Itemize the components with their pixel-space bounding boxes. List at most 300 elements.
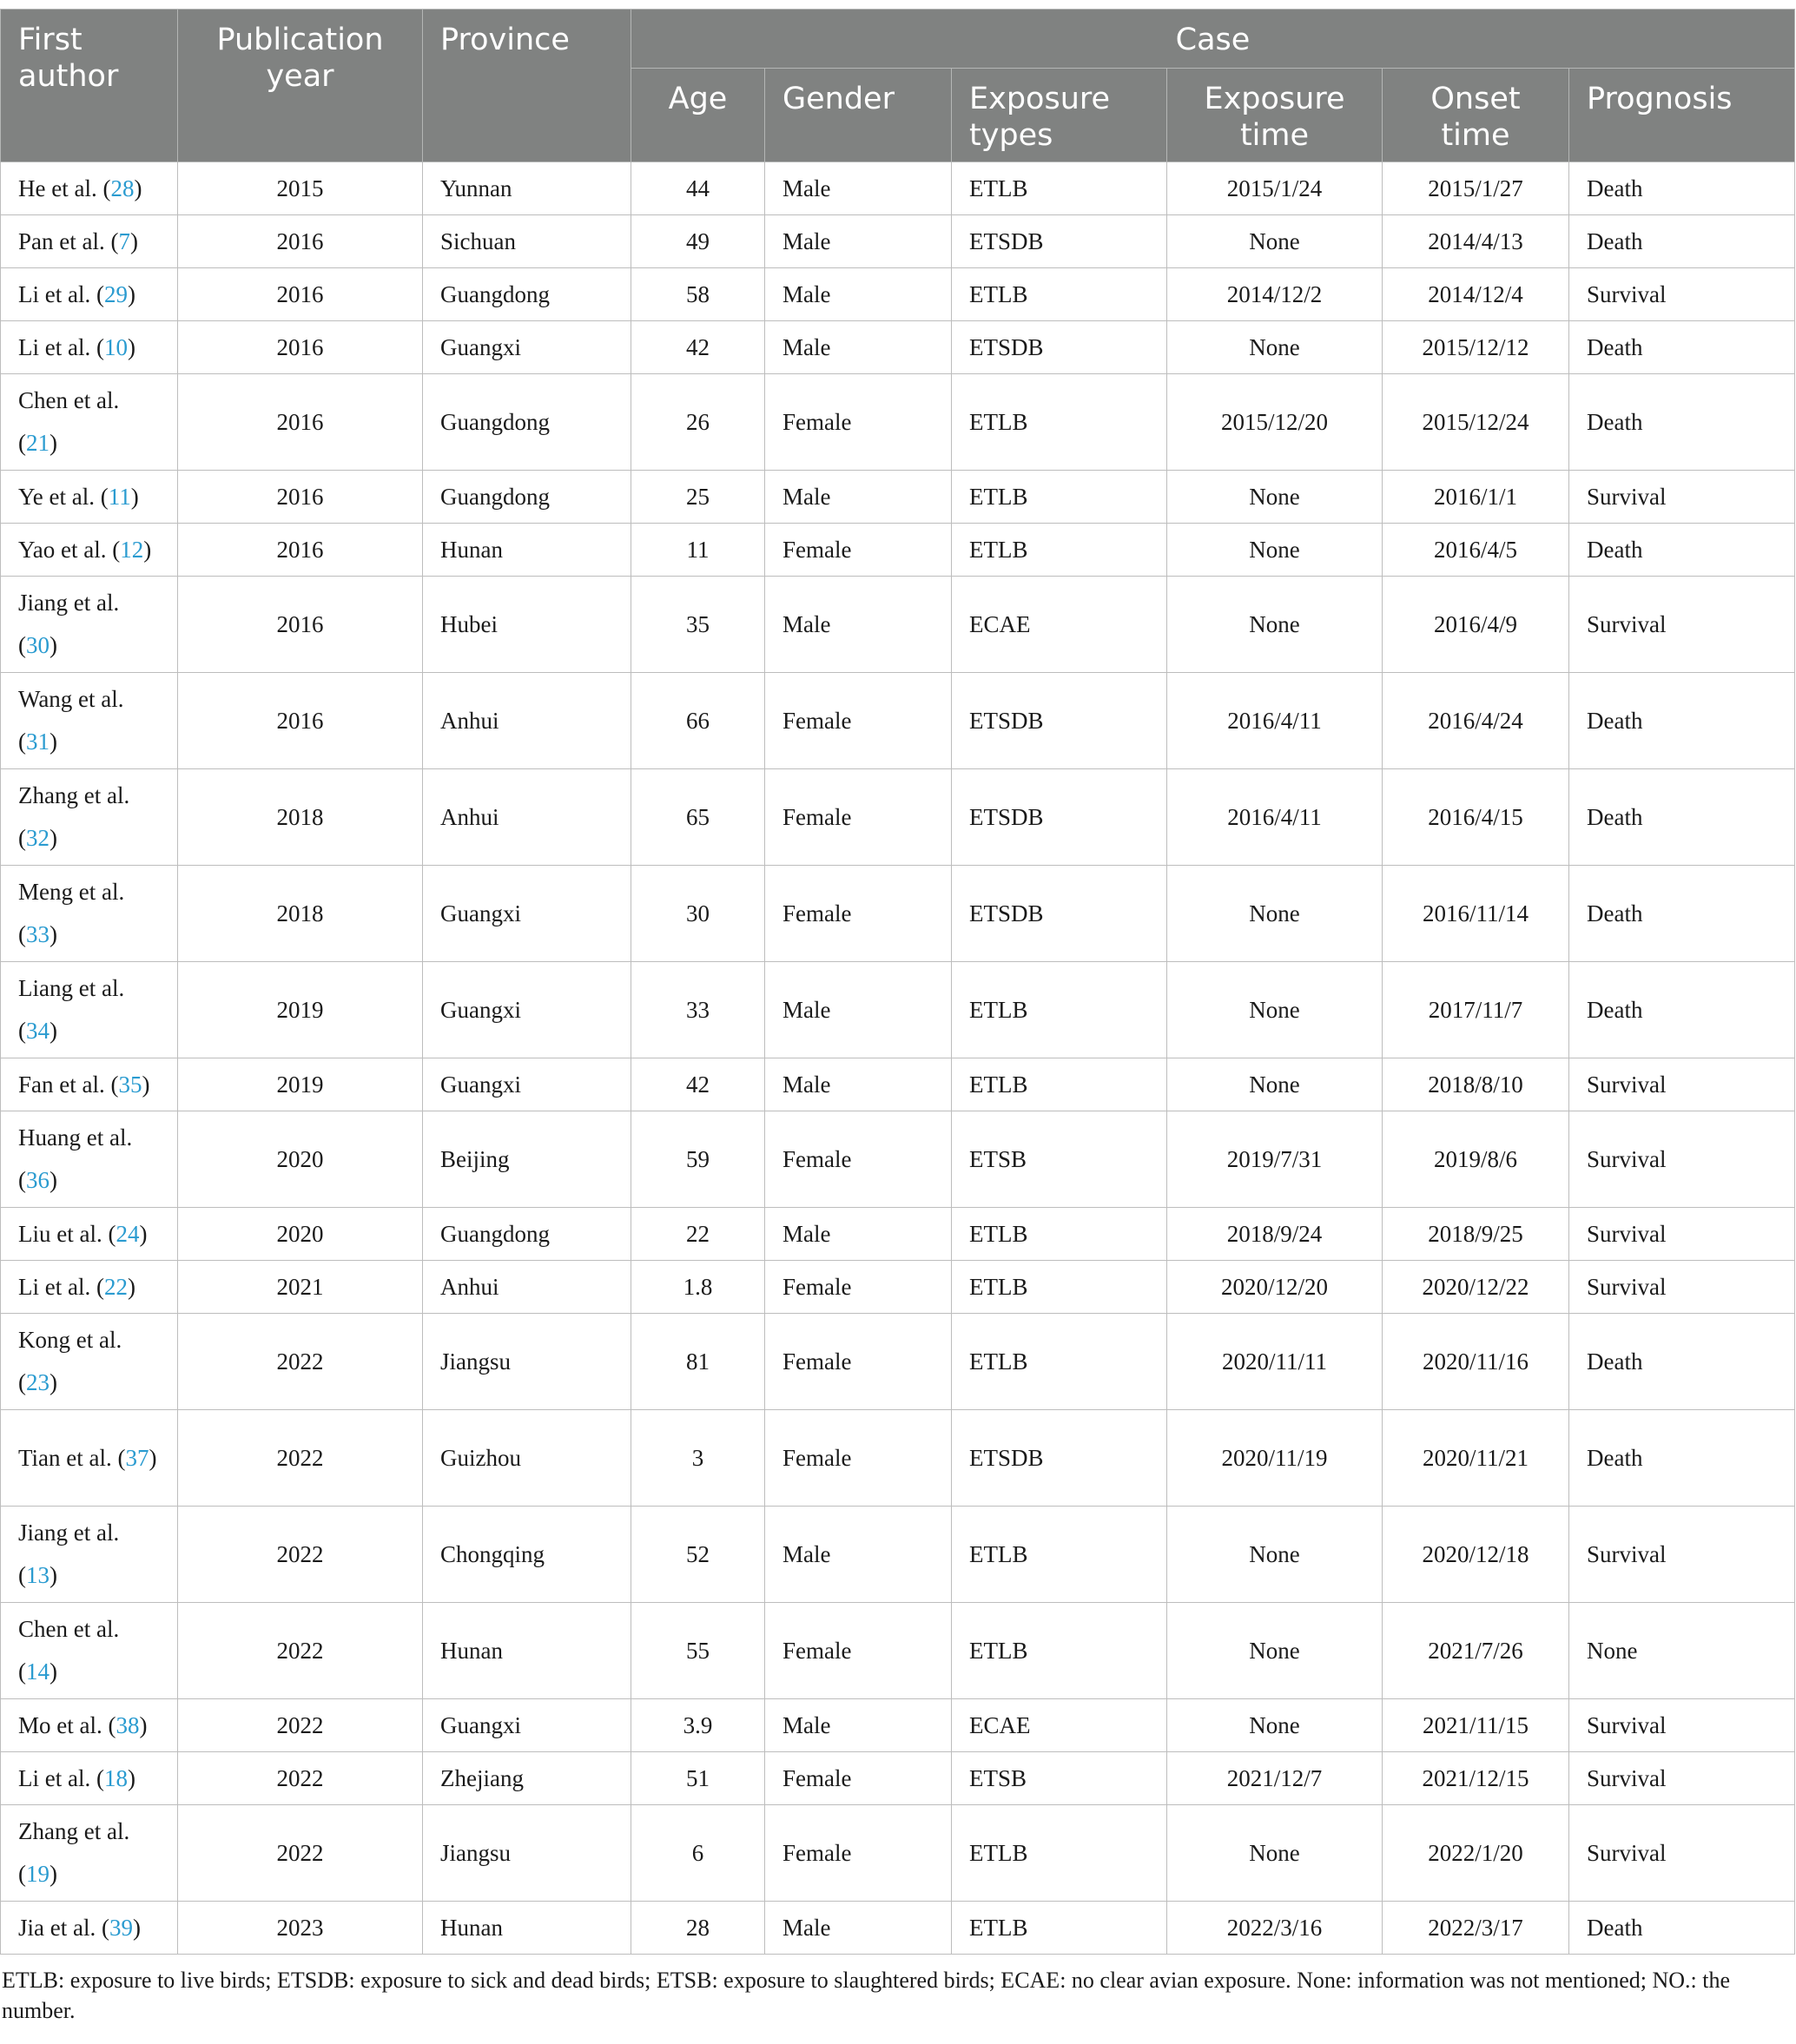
onset-time-cell: 2020/11/21 xyxy=(1383,1410,1569,1507)
author-close-paren: ) xyxy=(50,921,57,947)
author-close-paren: ) xyxy=(50,632,57,658)
exposure-time-cell: None xyxy=(1167,321,1383,374)
author-name: Wang et al. ( xyxy=(18,686,124,755)
header-first-author: First author xyxy=(1,10,178,162)
table-container xyxy=(0,9,1796,2026)
prognosis-cell: Survival xyxy=(1569,1261,1795,1314)
author-close-paren: ) xyxy=(50,1167,57,1193)
table-row xyxy=(1,1805,1795,1902)
gender-cell: Male xyxy=(765,268,952,321)
gender-cell: Female xyxy=(765,1314,952,1410)
reference-link[interactable]: 36 xyxy=(26,1167,50,1193)
exposure-time-cell: 2016/4/11 xyxy=(1167,673,1383,769)
exposure-type-cell: ETLB xyxy=(952,1058,1167,1111)
province-cell: Hunan xyxy=(423,1902,631,1955)
gender-cell: Male xyxy=(765,577,952,673)
table-row xyxy=(1,524,1795,577)
exposure-time-cell: 2016/4/11 xyxy=(1167,769,1383,866)
author-name: Liu et al. ( xyxy=(18,1220,116,1247)
table-row xyxy=(1,577,1795,673)
author-close-paren: ) xyxy=(143,536,152,563)
province-cell: Anhui xyxy=(423,673,631,769)
publication-year-cell: 2022 xyxy=(178,1699,423,1752)
reference-link[interactable]: 18 xyxy=(103,1764,128,1791)
publication-year-cell: 2016 xyxy=(178,215,423,268)
onset-time-cell: 2017/11/7 xyxy=(1383,962,1569,1058)
publication-year-cell: 2016 xyxy=(178,471,423,524)
onset-time-cell: 2021/11/15 xyxy=(1383,1699,1569,1752)
province-cell: Hunan xyxy=(423,524,631,577)
header-gender: Gender xyxy=(765,69,952,162)
first-author-cell xyxy=(1,866,178,962)
publication-year-cell: 2020 xyxy=(178,1208,423,1261)
exposure-type-cell: ETLB xyxy=(952,1208,1167,1261)
publication-year-cell: 2016 xyxy=(178,321,423,374)
province-cell: Guangxi xyxy=(423,866,631,962)
age-cell: 6 xyxy=(631,1805,765,1902)
first-author-cell xyxy=(1,162,178,215)
author-close-paren: ) xyxy=(127,280,135,307)
onset-time-cell: 2015/12/12 xyxy=(1383,321,1569,374)
publication-year-cell: 2016 xyxy=(178,524,423,577)
onset-time-cell: 2018/8/10 xyxy=(1383,1058,1569,1111)
province-cell: Yunnan xyxy=(423,162,631,215)
table-header xyxy=(1,10,1795,162)
exposure-time-cell: None xyxy=(1167,215,1383,268)
gender-cell: Female xyxy=(765,1805,952,1902)
author-close-paren: ) xyxy=(50,1369,57,1395)
gender-cell: Female xyxy=(765,1410,952,1507)
header-exposure-types: Exposure types xyxy=(952,69,1167,162)
table-row xyxy=(1,1208,1795,1261)
gender-cell: Female xyxy=(765,524,952,577)
onset-time-cell: 2020/11/16 xyxy=(1383,1314,1569,1410)
gender-cell: Male xyxy=(765,1058,952,1111)
province-cell: Guangdong xyxy=(423,471,631,524)
prognosis-cell: Survival xyxy=(1569,1752,1795,1805)
reference-link[interactable]: 14 xyxy=(26,1658,50,1685)
first-author-cell xyxy=(1,577,178,673)
gender-cell: Male xyxy=(765,162,952,215)
case-table xyxy=(0,9,1795,1955)
table-row xyxy=(1,321,1795,374)
prognosis-cell: Survival xyxy=(1569,1699,1795,1752)
onset-time-cell: 2018/9/25 xyxy=(1383,1208,1569,1261)
author-close-paren: ) xyxy=(139,1711,148,1738)
onset-time-cell: 2020/12/18 xyxy=(1383,1507,1569,1603)
author-name: He et al. ( xyxy=(18,175,111,201)
province-cell: Guangxi xyxy=(423,1058,631,1111)
exposure-time-cell: 2020/12/20 xyxy=(1167,1261,1383,1314)
author-close-paren: ) xyxy=(50,729,57,755)
reference-link[interactable]: 34 xyxy=(26,1018,50,1044)
onset-time-cell: 2021/7/26 xyxy=(1383,1603,1569,1699)
reference-link[interactable]: 31 xyxy=(26,729,50,755)
table-row xyxy=(1,268,1795,321)
exposure-type-cell: ETSDB xyxy=(952,215,1167,268)
age-cell: 51 xyxy=(631,1752,765,1805)
exposure-time-cell: None xyxy=(1167,1603,1383,1699)
province-cell: Anhui xyxy=(423,769,631,866)
exposure-type-cell: ETSB xyxy=(952,1752,1167,1805)
reference-link[interactable]: 24 xyxy=(116,1220,140,1247)
exposure-time-cell: 2015/1/24 xyxy=(1167,162,1383,215)
exposure-time-cell: None xyxy=(1167,471,1383,524)
author-name: Pan et al. ( xyxy=(18,227,119,254)
onset-time-cell: 2022/3/17 xyxy=(1383,1902,1569,1955)
gender-cell: Male xyxy=(765,215,952,268)
age-cell: 26 xyxy=(631,374,765,471)
reference-link[interactable]: 29 xyxy=(103,280,128,307)
province-cell: Anhui xyxy=(423,1261,631,1314)
header-case: Case xyxy=(631,10,1795,69)
table-row xyxy=(1,1752,1795,1805)
reference-link[interactable]: 30 xyxy=(26,632,50,658)
publication-year-cell: 2022 xyxy=(178,1507,423,1603)
author-name: Yao et al. ( xyxy=(18,536,121,563)
table-row xyxy=(1,866,1795,962)
exposure-type-cell: ETLB xyxy=(952,162,1167,215)
onset-time-cell: 2021/12/15 xyxy=(1383,1752,1569,1805)
age-cell: 58 xyxy=(631,268,765,321)
publication-year-cell: 2022 xyxy=(178,1314,423,1410)
exposure-type-cell: ETSDB xyxy=(952,1410,1167,1507)
gender-cell: Female xyxy=(765,673,952,769)
age-cell: 59 xyxy=(631,1111,765,1208)
exposure-type-cell: ETSDB xyxy=(952,769,1167,866)
first-author-cell xyxy=(1,524,178,577)
prognosis-cell: Death xyxy=(1569,866,1795,962)
header-prognosis: Prognosis xyxy=(1569,69,1795,162)
age-cell: 30 xyxy=(631,866,765,962)
age-cell: 35 xyxy=(631,577,765,673)
province-cell: Hunan xyxy=(423,1603,631,1699)
gender-cell: Female xyxy=(765,866,952,962)
onset-time-cell: 2016/4/9 xyxy=(1383,577,1569,673)
table-row xyxy=(1,673,1795,769)
publication-year-cell: 2023 xyxy=(178,1902,423,1955)
publication-year-cell: 2016 xyxy=(178,268,423,321)
first-author-cell xyxy=(1,1314,178,1410)
header-onset-time: Onset time xyxy=(1383,69,1569,162)
reference-link[interactable]: 38 xyxy=(116,1711,140,1738)
province-cell: Guizhou xyxy=(423,1410,631,1507)
age-cell: 42 xyxy=(631,321,765,374)
table-row xyxy=(1,1261,1795,1314)
province-cell: Hubei xyxy=(423,577,631,673)
exposure-type-cell: ETLB xyxy=(952,1507,1167,1603)
age-cell: 22 xyxy=(631,1208,765,1261)
exposure-type-cell: ECAE xyxy=(952,1699,1167,1752)
publication-year-cell: 2022 xyxy=(178,1805,423,1902)
exposure-type-cell: ETSDB xyxy=(952,866,1167,962)
first-author-cell xyxy=(1,673,178,769)
publication-year-cell: 2021 xyxy=(178,1261,423,1314)
table-row xyxy=(1,1699,1795,1752)
table-row xyxy=(1,1111,1795,1208)
publication-year-cell: 2022 xyxy=(178,1410,423,1507)
province-cell: Zhejiang xyxy=(423,1752,631,1805)
onset-time-cell: 2016/11/14 xyxy=(1383,866,1569,962)
exposure-time-cell: 2015/12/20 xyxy=(1167,374,1383,471)
publication-year-cell: 2020 xyxy=(178,1111,423,1208)
author-name: Jia et al. ( xyxy=(18,1914,109,1941)
prognosis-cell: Death xyxy=(1569,769,1795,866)
exposure-time-cell: 2014/12/2 xyxy=(1167,268,1383,321)
first-author-cell xyxy=(1,1603,178,1699)
reference-link[interactable]: 12 xyxy=(120,536,144,563)
province-cell: Guangxi xyxy=(423,321,631,374)
author-name: Li et al. ( xyxy=(18,1764,104,1791)
first-author-cell xyxy=(1,1058,178,1111)
onset-time-cell: 2020/12/22 xyxy=(1383,1261,1569,1314)
table-row xyxy=(1,1410,1795,1507)
reference-link[interactable]: 13 xyxy=(26,1562,50,1588)
first-author-cell xyxy=(1,1507,178,1603)
province-cell: Guangdong xyxy=(423,374,631,471)
first-author-cell xyxy=(1,321,178,374)
author-close-paren: ) xyxy=(149,1444,157,1471)
first-author-cell xyxy=(1,1805,178,1902)
prognosis-cell: Survival xyxy=(1569,577,1795,673)
onset-time-cell: 2015/1/27 xyxy=(1383,162,1569,215)
author-close-paren: ) xyxy=(50,1018,57,1044)
prognosis-cell: Survival xyxy=(1569,1208,1795,1261)
prognosis-cell: Death xyxy=(1569,215,1795,268)
reference-link[interactable]: 23 xyxy=(26,1369,50,1395)
exposure-type-cell: ETLB xyxy=(952,471,1167,524)
exposure-type-cell: ETLB xyxy=(952,524,1167,577)
reference-link[interactable]: 19 xyxy=(26,1861,50,1887)
prognosis-cell: Death xyxy=(1569,321,1795,374)
author-close-paren: ) xyxy=(142,1071,150,1098)
prognosis-cell: Death xyxy=(1569,1902,1795,1955)
table-row xyxy=(1,1507,1795,1603)
prognosis-cell: Death xyxy=(1569,962,1795,1058)
table-row xyxy=(1,769,1795,866)
author-name: Chen et al. ( xyxy=(18,1616,120,1685)
exposure-time-cell: 2021/12/7 xyxy=(1167,1752,1383,1805)
author-close-paren: ) xyxy=(139,1220,148,1247)
author-name: Huang et al. ( xyxy=(18,1124,133,1193)
first-author-cell xyxy=(1,769,178,866)
age-cell: 1.8 xyxy=(631,1261,765,1314)
author-close-paren: ) xyxy=(134,175,142,201)
prognosis-cell: Survival xyxy=(1569,471,1795,524)
first-author-cell xyxy=(1,1208,178,1261)
author-name: Li et al. ( xyxy=(18,333,104,360)
author-name: Chen et al. ( xyxy=(18,387,120,456)
author-close-paren: ) xyxy=(50,825,57,851)
gender-cell: Male xyxy=(765,1699,952,1752)
table-row xyxy=(1,1314,1795,1410)
age-cell: 81 xyxy=(631,1314,765,1410)
exposure-time-cell: 2020/11/19 xyxy=(1167,1410,1383,1507)
province-cell: Chongqing xyxy=(423,1507,631,1603)
reference-link[interactable]: 35 xyxy=(118,1071,142,1098)
reference-link[interactable]: 21 xyxy=(26,430,50,456)
prognosis-cell: None xyxy=(1569,1603,1795,1699)
gender-cell: Female xyxy=(765,1261,952,1314)
author-name: Tian et al. ( xyxy=(18,1444,126,1471)
province-cell: Beijing xyxy=(423,1111,631,1208)
author-name: Liang et al. ( xyxy=(18,975,125,1044)
author-close-paren: ) xyxy=(50,1861,57,1887)
author-close-paren: ) xyxy=(130,483,139,510)
first-author-cell xyxy=(1,1261,178,1314)
province-cell: Sichuan xyxy=(423,215,631,268)
author-close-paren: ) xyxy=(129,227,138,254)
onset-time-cell: 2016/4/5 xyxy=(1383,524,1569,577)
exposure-type-cell: ETLB xyxy=(952,1603,1167,1699)
publication-year-cell: 2016 xyxy=(178,577,423,673)
author-close-paren: ) xyxy=(132,1914,141,1941)
age-cell: 66 xyxy=(631,673,765,769)
exposure-type-cell: ETSDB xyxy=(952,321,1167,374)
header-age: Age xyxy=(631,69,765,162)
gender-cell: Male xyxy=(765,1507,952,1603)
table-row xyxy=(1,1902,1795,1955)
exposure-time-cell: 2020/11/11 xyxy=(1167,1314,1383,1410)
author-name: Meng et al. ( xyxy=(18,879,125,947)
exposure-type-cell: ETLB xyxy=(952,1314,1167,1410)
exposure-time-cell: None xyxy=(1167,1699,1383,1752)
author-close-paren: ) xyxy=(50,430,57,456)
onset-time-cell: 2016/4/24 xyxy=(1383,673,1569,769)
province-cell: Guangxi xyxy=(423,962,631,1058)
onset-time-cell: 2014/12/4 xyxy=(1383,268,1569,321)
age-cell: 33 xyxy=(631,962,765,1058)
publication-year-cell: 2019 xyxy=(178,962,423,1058)
header-exposure-time: Exposure time xyxy=(1167,69,1383,162)
gender-cell: Male xyxy=(765,321,952,374)
onset-time-cell: 2015/12/24 xyxy=(1383,374,1569,471)
publication-year-cell: 2016 xyxy=(178,673,423,769)
age-cell: 55 xyxy=(631,1603,765,1699)
author-close-paren: ) xyxy=(127,1764,135,1791)
province-cell: Guangxi xyxy=(423,1699,631,1752)
reference-link[interactable]: 33 xyxy=(26,921,50,947)
reference-link[interactable]: 37 xyxy=(125,1444,149,1471)
age-cell: 25 xyxy=(631,471,765,524)
onset-time-cell: 2014/4/13 xyxy=(1383,215,1569,268)
publication-year-cell: 2016 xyxy=(178,374,423,471)
first-author-cell xyxy=(1,268,178,321)
table-row xyxy=(1,471,1795,524)
reference-link[interactable]: 39 xyxy=(109,1914,133,1941)
gender-cell: Female xyxy=(765,769,952,866)
province-cell: Jiangsu xyxy=(423,1805,631,1902)
table-row xyxy=(1,1058,1795,1111)
exposure-type-cell: ETLB xyxy=(952,962,1167,1058)
author-name: Zhang et al. ( xyxy=(18,1818,130,1887)
gender-cell: Female xyxy=(765,374,952,471)
header-publication-year: Publication year xyxy=(178,10,423,162)
exposure-type-cell: ETLB xyxy=(952,1261,1167,1314)
author-close-paren: ) xyxy=(127,333,135,360)
exposure-time-cell: None xyxy=(1167,1058,1383,1111)
author-name: Jiang et al. ( xyxy=(18,590,120,658)
publication-year-cell: 2022 xyxy=(178,1752,423,1805)
gender-cell: Male xyxy=(765,1208,952,1261)
author-name: Li et al. ( xyxy=(18,1273,104,1300)
author-close-paren: ) xyxy=(50,1562,57,1588)
onset-time-cell: 2016/1/1 xyxy=(1383,471,1569,524)
author-close-paren: ) xyxy=(127,1273,135,1300)
author-name: Zhang et al. ( xyxy=(18,782,130,851)
prognosis-cell: Death xyxy=(1569,162,1795,215)
publication-year-cell: 2018 xyxy=(178,866,423,962)
exposure-time-cell: 2019/7/31 xyxy=(1167,1111,1383,1208)
first-author-cell xyxy=(1,374,178,471)
reference-link[interactable]: 32 xyxy=(26,825,50,851)
first-author-cell xyxy=(1,471,178,524)
first-author-cell xyxy=(1,1902,178,1955)
age-cell: 52 xyxy=(631,1507,765,1603)
author-close-paren: ) xyxy=(50,1658,57,1685)
table-row xyxy=(1,1603,1795,1699)
exposure-type-cell: ETLB xyxy=(952,1805,1167,1902)
age-cell: 65 xyxy=(631,769,765,866)
table-footnote: ETLB: exposure to live birds; ETSDB: exposure to sick and dead birds; ETSB: exposure to slaughtered birds; ECAE: no clear avian exposure. None: information was not mentioned; NO.: the number. xyxy=(2,1968,1731,2023)
reference-link[interactable]: 11 xyxy=(108,483,131,510)
onset-time-cell: 2019/8/6 xyxy=(1383,1111,1569,1208)
prognosis-cell: Death xyxy=(1569,374,1795,471)
prognosis-cell: Death xyxy=(1569,1410,1795,1507)
author-name: Fan et al. ( xyxy=(18,1071,119,1098)
table-row xyxy=(1,162,1795,215)
reference-link[interactable]: 22 xyxy=(103,1273,128,1300)
age-cell: 28 xyxy=(631,1902,765,1955)
exposure-time-cell: None xyxy=(1167,866,1383,962)
prognosis-cell: Survival xyxy=(1569,1507,1795,1603)
publication-year-cell: 2015 xyxy=(178,162,423,215)
age-cell: 49 xyxy=(631,215,765,268)
gender-cell: Male xyxy=(765,962,952,1058)
author-name: Jiang et al. ( xyxy=(18,1520,120,1588)
age-cell: 11 xyxy=(631,524,765,577)
publication-year-cell: 2019 xyxy=(178,1058,423,1111)
exposure-type-cell: ETSB xyxy=(952,1111,1167,1208)
publication-year-cell: 2018 xyxy=(178,769,423,866)
exposure-type-cell: ECAE xyxy=(952,577,1167,673)
onset-time-cell: 2022/1/20 xyxy=(1383,1805,1569,1902)
age-cell: 44 xyxy=(631,162,765,215)
author-name: Ye et al. ( xyxy=(18,483,109,510)
gender-cell: Female xyxy=(765,1111,952,1208)
reference-link[interactable]: 10 xyxy=(103,333,128,360)
prognosis-cell: Death xyxy=(1569,524,1795,577)
province-cell: Jiangsu xyxy=(423,1314,631,1410)
province-cell: Guangdong xyxy=(423,1208,631,1261)
publication-year-cell: 2022 xyxy=(178,1603,423,1699)
exposure-time-cell: None xyxy=(1167,524,1383,577)
prognosis-cell: Survival xyxy=(1569,1058,1795,1111)
table-row xyxy=(1,962,1795,1058)
gender-cell: Male xyxy=(765,471,952,524)
reference-link[interactable]: 28 xyxy=(110,175,135,201)
exposure-time-cell: 2018/9/24 xyxy=(1167,1208,1383,1261)
reference-link[interactable]: 7 xyxy=(118,227,130,254)
table-row xyxy=(1,215,1795,268)
exposure-time-cell: 2022/3/16 xyxy=(1167,1902,1383,1955)
exposure-type-cell: ETLB xyxy=(952,374,1167,471)
exposure-time-cell: None xyxy=(1167,577,1383,673)
age-cell: 3 xyxy=(631,1410,765,1507)
exposure-time-cell: None xyxy=(1167,962,1383,1058)
gender-cell: Female xyxy=(765,1752,952,1805)
prognosis-cell: Survival xyxy=(1569,268,1795,321)
